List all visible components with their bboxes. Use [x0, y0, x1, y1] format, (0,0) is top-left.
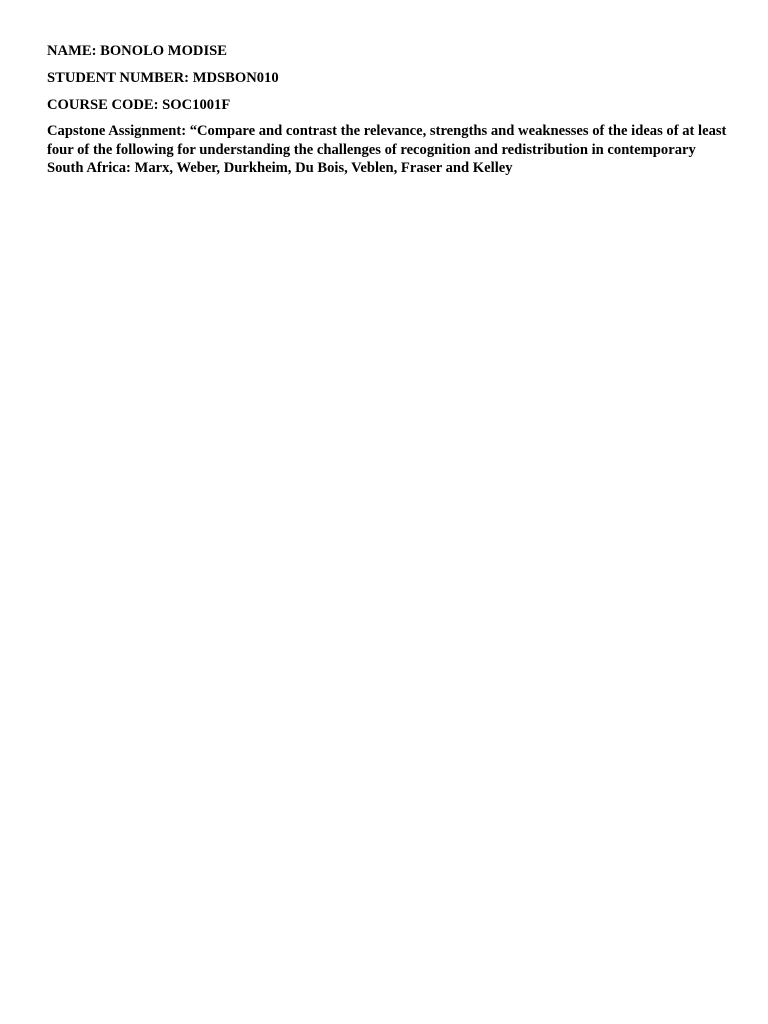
student-number: STUDENT NUMBER: MDSBON010	[47, 70, 279, 86]
document-header	[47, 41, 727, 192]
course-code: COURSE CODE: SOC1001F	[47, 97, 231, 113]
student-name: NAME: BONOLO MODISE	[47, 43, 227, 59]
assignment-prompt: Capstone Assignment: “Compare and contrast the relevance, strengths and weaknesses of the ideas of at least four of the following for understanding the challenges of recognition and redistribution in contemporary South Africa: Marx, Weber, Durkheim, Du Bois, Veblen, Fraser and Kelley	[47, 123, 727, 176]
